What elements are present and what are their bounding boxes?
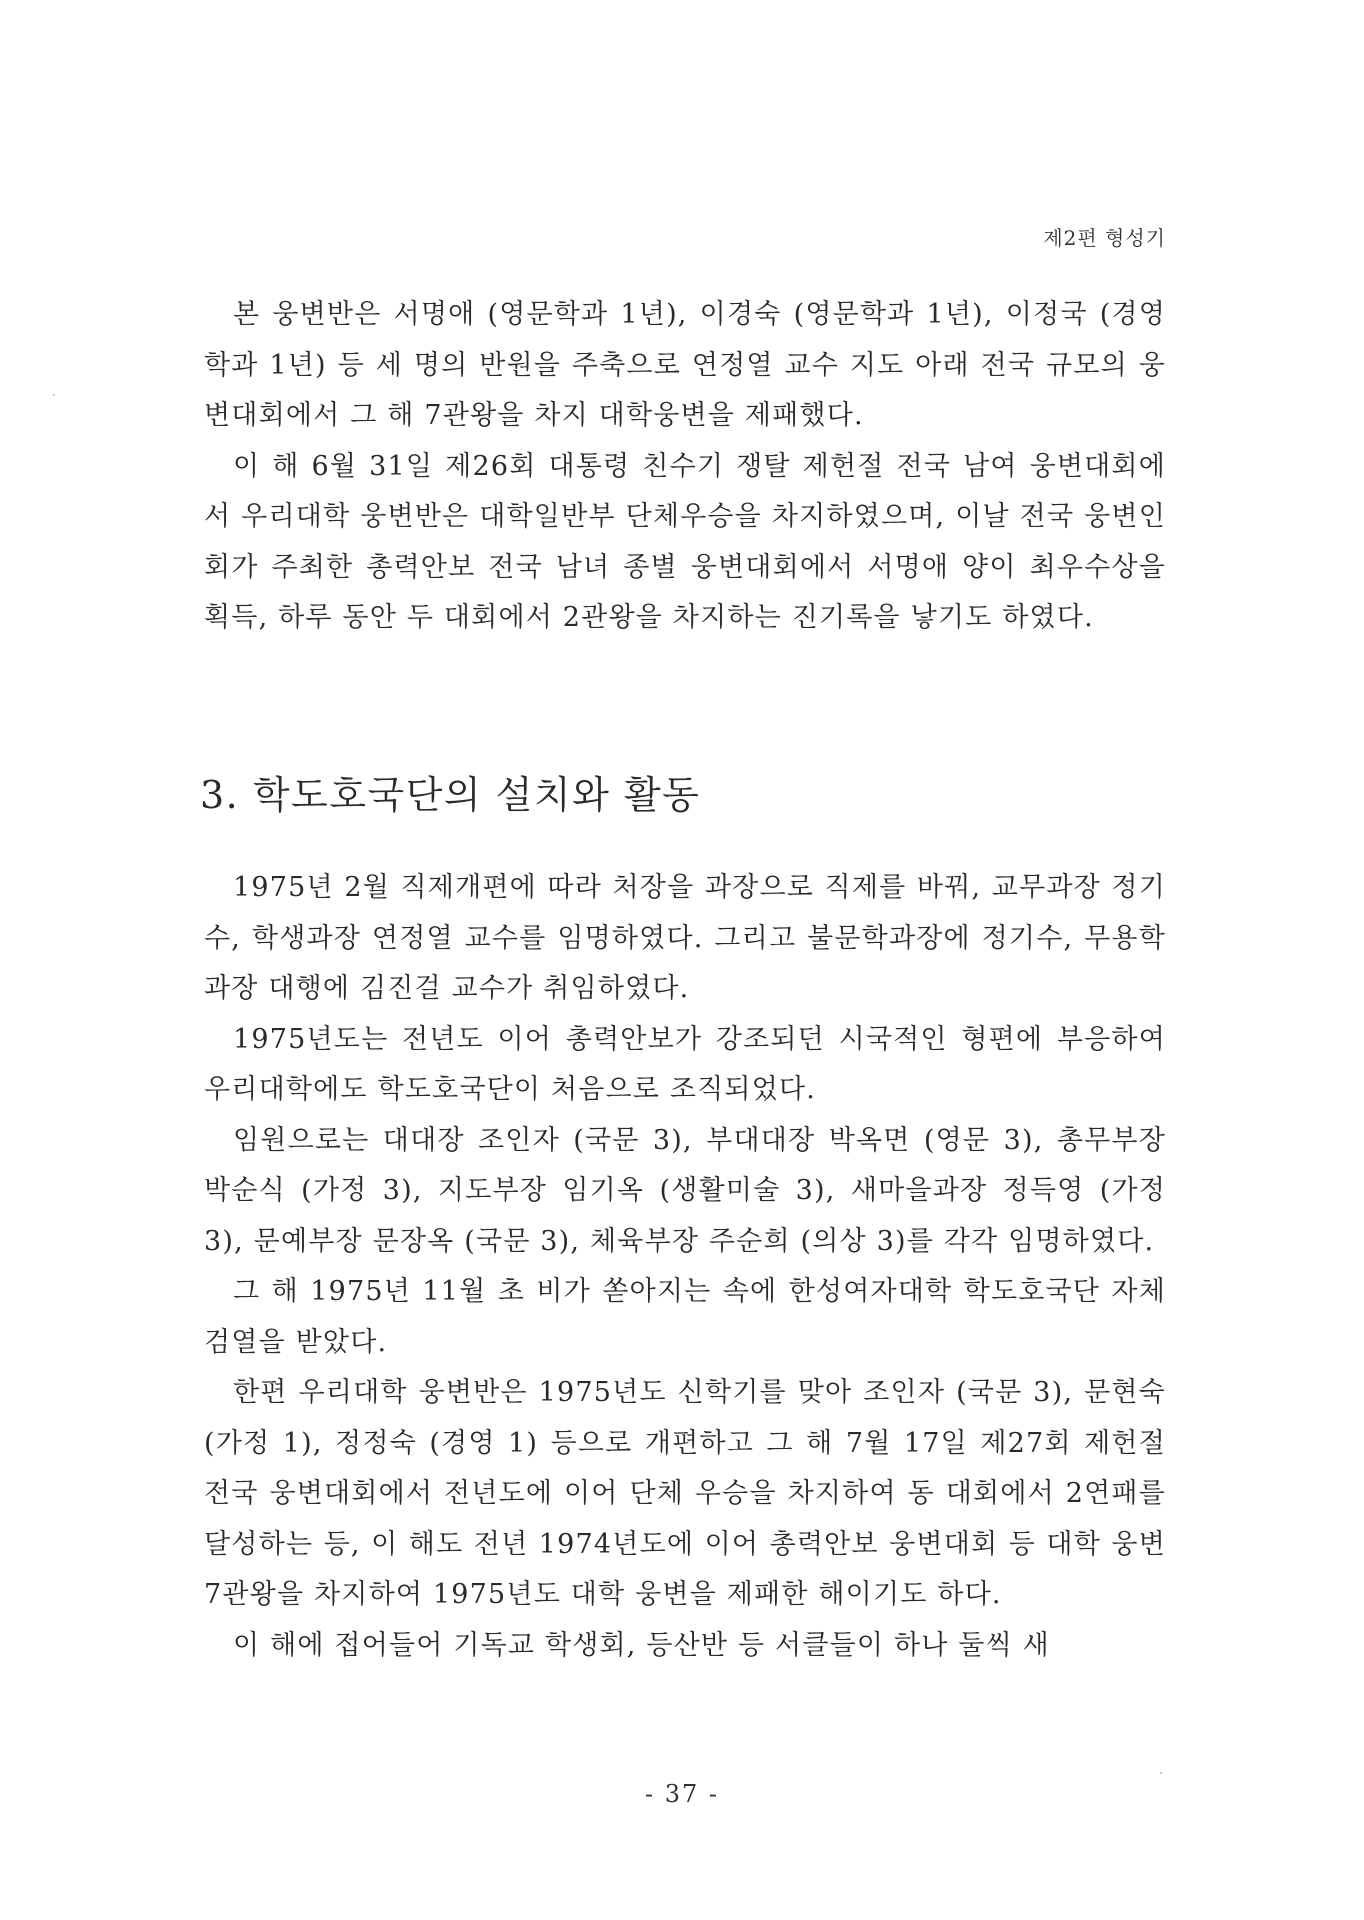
body-text-section-3 bbox=[204, 863, 1166, 1671]
paragraph: 이 해 6월 31일 제26회 대통령 친수기 쟁탈 제헌절 전국 남여 웅변대회에서 우리대학 웅변반은 대학일반부 단체우승을 차지하였으며, 이날 전국 웅변인회가 주최한 총력안보 전국 남녀 종별 웅변대회에서 서명애 양이 최우수상을 획득, 하루 동안 두 대회에서 2관왕을 차지하는 진기록을 낳기도 하였다. bbox=[204, 450, 1166, 633]
running-header: 제2편 형성기 bbox=[1043, 226, 1166, 250]
paragraph: 한편 우리대학 웅변반은 1975년도 신학기를 맞아 조인자 (국문 3), 문현숙 (가정 1), 정정숙 (경영 1) 등으로 개편하고 그 해 7월 17일 제27회 제헌절 전국 웅변대회에서 전년도에 이어 단체 우승을 차지하여 동 대회에서 2연패를 달성하는 등, 이 해도 전년 1974년도에 이어 총력안보 웅변대회 등 대학 웅변 7관왕을 차지하여 1975년도 대학 웅변을 제패한 해이기도 하다. bbox=[204, 1377, 1166, 1610]
scan-speck bbox=[1160, 1772, 1162, 1774]
paragraph: 그 해 1975년 11월 초 비가 쏟아지는 속에 한성여자대학 학도호국단 자체검열을 받았다. bbox=[204, 1276, 1166, 1358]
page-number: - 37 - bbox=[644, 1780, 719, 1808]
paragraph: 이 해에 접어들어 기독교 학생회, 등산반 등 서클들이 하나 둘씩 새 bbox=[233, 1629, 1050, 1661]
paragraph: 본 웅변반은 서명애 (영문학과 1년), 이경숙 (영문학과 1년), 이정국 (경영학과 1년) 등 세 명의 반원을 주축으로 연정열 교수 지도 아래 전국 규모의 웅변대회에서 그 해 7관왕을 차지 대학웅변을 제패했다. bbox=[204, 299, 1166, 431]
scan-speck bbox=[53, 394, 55, 396]
paragraph: 1975년도는 전년도 이어 총력안보가 강조되던 시국적인 형편에 부응하여 우리대학에도 학도호국단이 처음으로 조직되었다. bbox=[204, 1023, 1166, 1105]
paragraph: 임원으로는 대대장 조인자 (국문 3), 부대대장 박옥면 (영문 3), 총무부장 박순식 (가정 3), 지도부장 임기옥 (생활미술 3), 새마을과장 정득영 (가정 3), 문예부장 문장옥 (국문 3), 체육부장 주순희 (의상 3)를 각각 임명하였다. bbox=[204, 1124, 1166, 1257]
body-text-top bbox=[204, 290, 1166, 644]
section-heading: 3. 학도호국단의 설치와 활동 bbox=[200, 773, 701, 817]
paragraph: 1975년 2월 직제개편에 따라 처장을 과장으로 직제를 바꿔, 교무과장 정기수, 학생과장 연정열 교수를 임명하였다. 그리고 불문학과장에 정기수, 무용학과장 대행에 김진걸 교수가 취임하였다. bbox=[204, 872, 1166, 1004]
